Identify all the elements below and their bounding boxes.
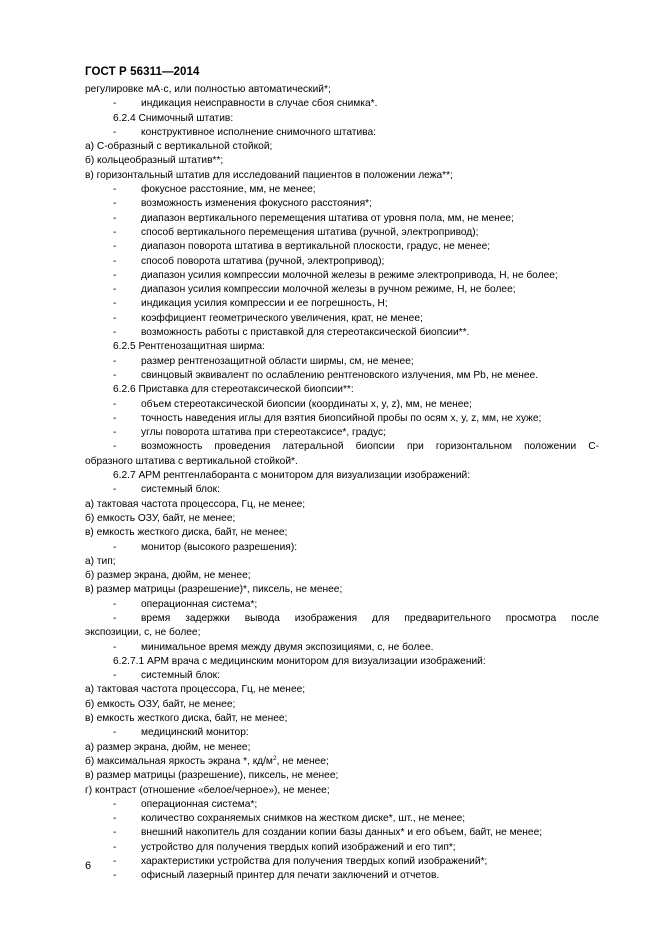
text-line: б) размер экрана, дюйм, не менее; bbox=[85, 570, 251, 582]
list-item bbox=[85, 183, 599, 197]
text-line: регулировке мА·с, или полностью автоматический*; bbox=[85, 84, 331, 95]
list-dash: - bbox=[113, 727, 117, 739]
list-item-text: способ вертикального перемещения штатива (ручной, электропривод); bbox=[141, 226, 479, 238]
list-item-text: диапазон поворота штатива в вертикальной плоскости, градус, не менее; bbox=[141, 241, 491, 253]
list-dash: - bbox=[113, 255, 117, 267]
list-item bbox=[85, 312, 599, 326]
text-line: в) емкость жесткого диска, байт, не менее; bbox=[85, 713, 288, 725]
list-dash: - bbox=[113, 612, 117, 624]
list-item-text: углы поворота штатива при стереотаксисе*, градус; bbox=[141, 427, 386, 439]
list-item bbox=[85, 841, 599, 855]
list-dash: - bbox=[113, 412, 117, 424]
list-item-text: коэффициент геометрического увеличения, крат, не менее; bbox=[141, 312, 423, 324]
list-item bbox=[85, 412, 599, 426]
list-dash: - bbox=[113, 226, 117, 238]
list-item bbox=[85, 398, 599, 412]
list-item bbox=[85, 869, 599, 883]
text-line: б) емкость ОЗУ, байт, не менее; bbox=[85, 698, 236, 710]
text-line-tail: , не менее; bbox=[276, 755, 329, 767]
list-item bbox=[85, 798, 599, 812]
list-item-text: операционная система*; bbox=[141, 598, 258, 610]
list-dash: - bbox=[113, 212, 117, 224]
list-item-text: индикация неисправности в случае сбоя снимка*. bbox=[141, 98, 378, 110]
list-item-text: фокусное расстояние, мм, не менее; bbox=[141, 184, 316, 196]
list-item-text: системный блок: bbox=[141, 484, 220, 496]
standard-header: ГОСТ Р 56311—2014 bbox=[85, 66, 200, 78]
list-item bbox=[85, 226, 599, 240]
list-item-text: монитор (высокого разрешения): bbox=[141, 541, 298, 553]
text-line-main: б) максимальная яркость экрана *, кд/м bbox=[85, 755, 273, 767]
list-dash: - bbox=[113, 856, 117, 868]
list-dash: - bbox=[113, 841, 117, 853]
list-item-text: возможность работы с приставкой для стереотаксической биопсии**. bbox=[141, 327, 470, 339]
list-item-text: способ поворота штатива (ручной, электропривод); bbox=[141, 255, 385, 267]
list-dash: - bbox=[113, 312, 117, 324]
list-dash: - bbox=[113, 798, 117, 810]
list-dash: - bbox=[113, 398, 117, 410]
text-line: экспозиции, с, не более; bbox=[85, 627, 201, 639]
list-item-text: возможность изменения фокусного расстояния*; bbox=[141, 198, 372, 210]
list-dash: - bbox=[113, 670, 117, 682]
list-dash: - bbox=[113, 184, 117, 196]
text-line: а) размер экрана, дюйм, не менее; bbox=[85, 741, 251, 753]
list-item bbox=[85, 726, 599, 740]
list-item-text: точность наведения иглы для взятия биопсийной пробы по осям x, y, z, мм, не хуже; bbox=[141, 412, 542, 424]
list-dash: - bbox=[113, 641, 117, 653]
text-line: в) размер матрицы (разрешение)*, пиксель, не менее; bbox=[85, 584, 343, 596]
list-item bbox=[85, 240, 599, 254]
list-item bbox=[85, 641, 599, 655]
page-number: 6 bbox=[85, 860, 92, 872]
list-item bbox=[85, 212, 599, 226]
text-line: в) размер матрицы (разрешение), пиксель, не менее; bbox=[85, 770, 339, 782]
list-item bbox=[85, 826, 599, 840]
list-item bbox=[85, 612, 599, 626]
list-item-text: устройство для получения твердых копий изображений и его тип*; bbox=[141, 841, 456, 853]
list-item bbox=[85, 297, 599, 311]
section-heading: 6.2.5 Рентгенозащитная ширма: bbox=[113, 341, 265, 353]
list-item bbox=[85, 812, 599, 826]
list-dash: - bbox=[113, 827, 117, 839]
list-item-text: офисный лазерный принтер для печати заключений и отчетов. bbox=[141, 870, 440, 882]
list-dash: - bbox=[113, 355, 117, 367]
list-item bbox=[85, 126, 599, 140]
list-dash: - bbox=[113, 298, 117, 310]
list-item bbox=[85, 355, 599, 369]
text-line: а) тип; bbox=[85, 555, 116, 567]
list-item bbox=[85, 440, 599, 454]
list-dash: - bbox=[113, 598, 117, 610]
list-item bbox=[85, 326, 599, 340]
list-dash: - bbox=[113, 870, 117, 882]
list-item bbox=[85, 97, 599, 111]
list-dash: - bbox=[113, 541, 117, 553]
section-heading: 6.2.6 Приставка для стереотаксической биопсии**: bbox=[113, 384, 354, 396]
list-dash: - bbox=[113, 241, 117, 253]
list-item-text: диапазон усилия компрессии молочной железы в ручном режиме, Н, не более; bbox=[141, 284, 516, 296]
list-dash: - bbox=[113, 327, 117, 339]
list-item-text: медицинский монитор: bbox=[141, 727, 249, 739]
list-dash: - bbox=[113, 369, 117, 381]
text-line: в) емкость жесткого диска, байт, не менее; bbox=[85, 527, 288, 539]
list-item bbox=[85, 598, 599, 612]
list-dash: - bbox=[113, 126, 117, 138]
list-dash: - bbox=[113, 269, 117, 281]
list-item-text: диапазон усилия компрессии молочной железы в режиме электропривода, Н, не более; bbox=[141, 269, 558, 281]
list-item-text: свинцовый эквивалент по ослаблению рентгеновского излучения, мм Pb, не менее. bbox=[141, 369, 539, 381]
text-line: б) емкость ОЗУ, байт, не менее; bbox=[85, 512, 236, 524]
list-item-text: размер рентгенозащитной области ширмы, см, не менее; bbox=[141, 355, 414, 367]
list-item-text: время задержки вывода изображения для предварительного просмотра после bbox=[141, 612, 599, 624]
text-line: а) С-образный с вертикальной стойкой; bbox=[85, 141, 273, 153]
section-heading: 6.2.7.1 АРМ врача с медицинским монитором для визуализации изображений: bbox=[113, 655, 486, 667]
list-dash: - bbox=[113, 284, 117, 296]
list-item bbox=[85, 541, 599, 555]
list-item-text: внешний накопитель для создании копии базы данных* и его объем, байт, не менее; bbox=[141, 827, 543, 839]
list-item bbox=[85, 426, 599, 440]
text-line: а) тактовая частота процессора, Гц, не менее; bbox=[85, 684, 306, 696]
list-item-text: количество сохраняемых снимков на жестком диске*, шт., не менее; bbox=[141, 813, 466, 825]
list-item-text: объем стереотаксической биопсии (координаты x, y, z), мм, не менее; bbox=[141, 398, 472, 410]
list-item-text: индикация усилия компрессии и ее погрешность, Н; bbox=[141, 298, 388, 310]
list-item-text: характеристики устройства для получения твердых копий изображений*; bbox=[141, 856, 488, 868]
list-dash: - bbox=[113, 198, 117, 210]
list-dash: - bbox=[113, 98, 117, 110]
list-item-text: возможность проведения латеральной биопсии при горизонтальном положении С- bbox=[141, 441, 599, 453]
text-line: в) горизонтальный штатив для исследований пациентов в положении лежа**; bbox=[85, 169, 453, 181]
section-heading: 6.2.7 АРМ рентгенлаборанта с монитором для визуализации изображений: bbox=[113, 470, 471, 482]
list-dash: - bbox=[113, 484, 117, 496]
list-dash: - bbox=[113, 441, 117, 453]
section-heading: 6.2.4 Снимочный штатив: bbox=[113, 112, 234, 124]
list-item-text: операционная система*; bbox=[141, 798, 258, 810]
text-line: образного штатива с вертикальной стойкой*. bbox=[85, 455, 298, 467]
text-line: а) тактовая частота процессора, Гц, не менее; bbox=[85, 498, 306, 510]
list-dash: - bbox=[113, 427, 117, 439]
list-item bbox=[85, 855, 599, 869]
document-body bbox=[85, 83, 599, 884]
list-item bbox=[85, 369, 599, 383]
list-item bbox=[85, 283, 599, 297]
list-dash: - bbox=[113, 813, 117, 825]
list-item-text: минимальное время между двумя экспозициями, с, не более. bbox=[141, 641, 434, 653]
list-item bbox=[85, 197, 599, 211]
list-item-text: диапазон вертикального перемещения штатива от уровня пола, мм, не менее; bbox=[141, 212, 514, 224]
list-item bbox=[85, 483, 599, 497]
superscript: 2 bbox=[272, 754, 277, 762]
text-line: г) контраст (отношение «белое/черное»), не менее; bbox=[85, 784, 330, 796]
list-item bbox=[85, 669, 599, 683]
list-item bbox=[85, 255, 599, 269]
list-item-text: системный блок: bbox=[141, 670, 220, 682]
list-item bbox=[85, 269, 599, 283]
list-item-text: конструктивное исполнение снимочного штатива: bbox=[141, 126, 376, 138]
text-line: б) кольцеобразный штатив**; bbox=[85, 155, 224, 167]
text-line bbox=[85, 755, 599, 769]
